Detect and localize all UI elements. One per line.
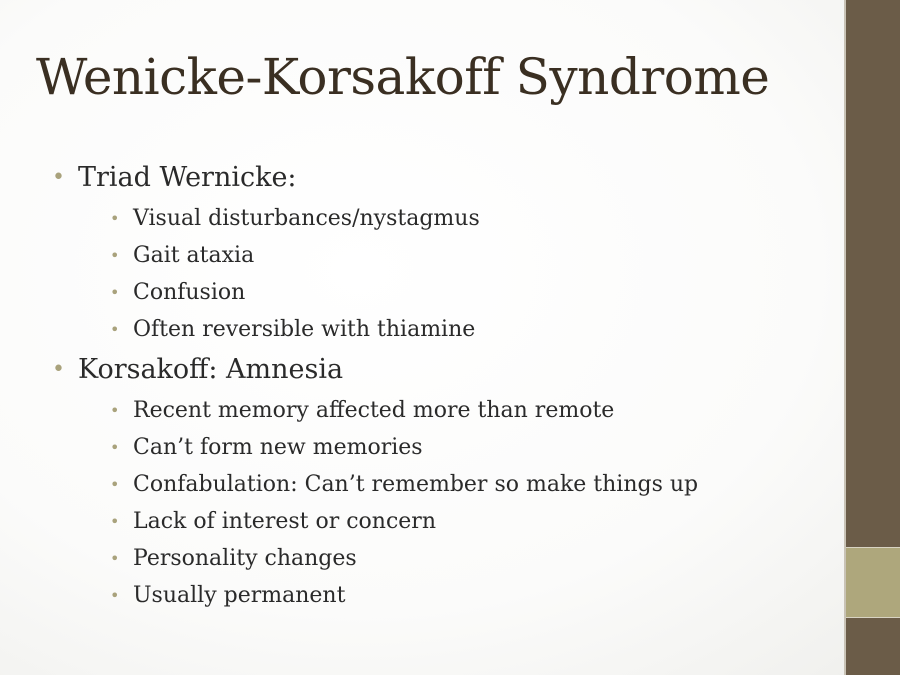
- list-item-text: Lack of interest or concern: [133, 509, 436, 534]
- side-bar: [844, 0, 900, 675]
- bullet-icon: •: [110, 401, 120, 420]
- bullet-icon: •: [110, 586, 120, 605]
- list-item: [78, 237, 842, 274]
- bullet-icon: •: [110, 320, 120, 339]
- bullet-icon: •: [52, 165, 65, 190]
- list-item-text: Confusion: [133, 280, 246, 305]
- bullet-icon: •: [110, 549, 120, 568]
- list-item-text: Confabulation: Can’t remember so make things up: [133, 472, 699, 497]
- section-wernicke: [52, 156, 842, 348]
- sub-list: [78, 392, 842, 614]
- bullet-icon: •: [110, 475, 120, 494]
- list-item-text: Can’t form new memories: [133, 435, 423, 460]
- list-item: [78, 429, 842, 466]
- list-item-text: Usually permanent: [133, 583, 346, 608]
- list-item: [78, 311, 842, 348]
- bullet-icon: •: [52, 357, 65, 382]
- list-item: [78, 392, 842, 429]
- section-heading: Triad Wernicke:: [78, 162, 297, 193]
- list-item-text: Visual disturbances/nystagmus: [133, 206, 480, 231]
- slide-title: Wenicke-Korsakoff Syndrome: [36, 48, 770, 106]
- list-item-text: Often reversible with thiamine: [133, 317, 476, 342]
- bullet-icon: •: [110, 209, 120, 228]
- list-item-text: Recent memory affected more than remote: [133, 398, 615, 423]
- sub-list: [78, 200, 842, 348]
- list-item-text: Gait ataxia: [133, 243, 255, 268]
- list-item: [78, 200, 842, 237]
- bullet-icon: •: [110, 512, 120, 531]
- section-korsakoff: [52, 348, 842, 614]
- list-item: [78, 540, 842, 577]
- bullet-list: [52, 156, 842, 614]
- section-heading: Korsakoff: Amnesia: [78, 354, 344, 385]
- list-item-text: Personality changes: [133, 546, 357, 571]
- list-item: [78, 577, 842, 614]
- list-item: [78, 466, 842, 503]
- side-accent-block: [846, 547, 900, 618]
- bullet-icon: •: [110, 246, 120, 265]
- bullet-icon: •: [110, 283, 120, 302]
- list-item: [78, 503, 842, 540]
- list-item: [78, 274, 842, 311]
- bullet-icon: •: [110, 438, 120, 457]
